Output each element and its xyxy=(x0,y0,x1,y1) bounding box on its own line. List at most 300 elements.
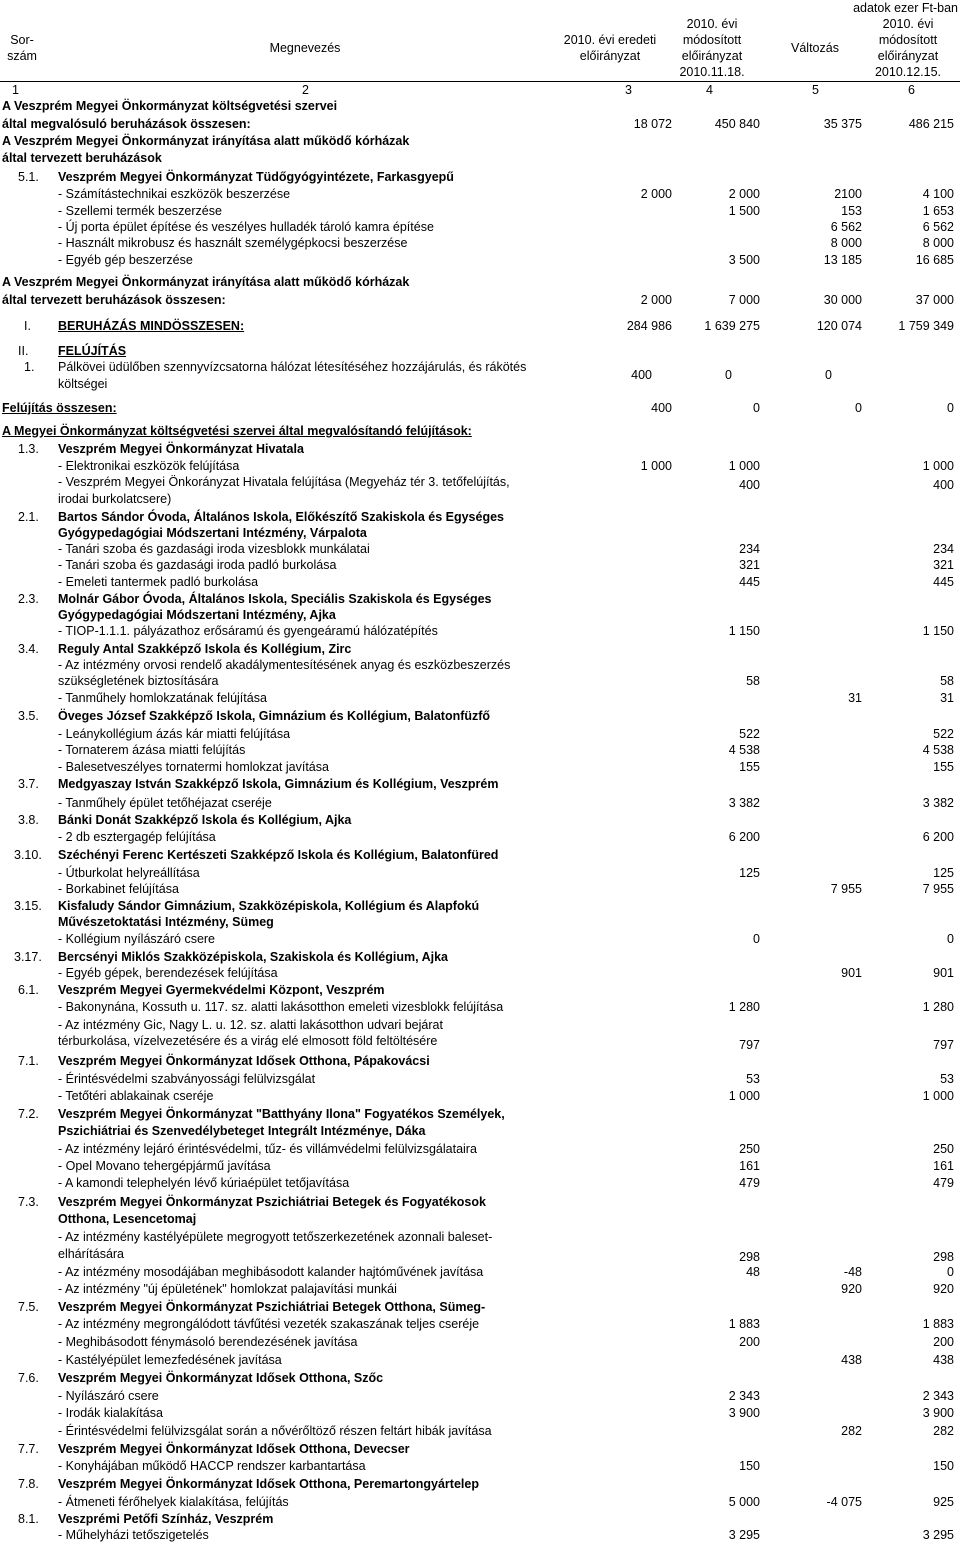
table-row xyxy=(0,525,960,541)
row-label: Bánki Donát Szakképző Iskola és Kollégium, Ajka xyxy=(58,813,352,827)
row-label: által tervezett beruházások összesen: xyxy=(2,293,226,307)
row-label: Öveges József Szakképző Iskola, Gimnázium és Kollégium, Balatonfüzfő xyxy=(58,709,491,723)
row-value-2: 7 000 xyxy=(728,293,760,307)
table-row xyxy=(0,1458,960,1474)
table-row xyxy=(0,400,960,416)
table-row xyxy=(0,742,960,758)
row-value-4: 200 xyxy=(933,1335,954,1349)
colnum-3: 3 xyxy=(625,83,632,97)
row-value-2: 250 xyxy=(739,1142,760,1156)
row-value-3: 0 xyxy=(855,401,862,415)
row-label: - Az intézmény orvosi rendelő akadálymentesítésének anyag és eszközbeszerzés xyxy=(58,658,511,672)
row-label: által megvalósuló beruházások összesen: xyxy=(2,117,251,131)
header-modositott-1-line2: módosított xyxy=(682,33,742,47)
row-value-2: 1 639 275 xyxy=(704,319,760,333)
row-number: 3.5. xyxy=(18,709,39,723)
row-value-4: 522 xyxy=(933,727,954,741)
colnum-2: 2 xyxy=(302,83,309,97)
row-number: 1.3. xyxy=(18,442,39,456)
row-label: - Érintésvédelmi szabványossági felülvizsgálat xyxy=(58,1072,316,1086)
row-value-3: -4 075 xyxy=(826,1495,862,1509)
row-label: - 2 db esztergagép felújítása xyxy=(58,830,216,844)
table-row xyxy=(0,1388,960,1404)
row-value-2: 200 xyxy=(739,1335,760,1349)
table-row xyxy=(0,623,960,639)
table-row xyxy=(0,931,960,947)
table-row xyxy=(0,812,960,828)
row-value-1: 284 986 xyxy=(626,319,672,333)
row-value-4: 400 xyxy=(933,478,954,492)
row-label: irodai burkolatcsere) xyxy=(58,492,172,506)
row-label: Bercsényi Miklós Szakközépiskola, Szakiskola és Kollégium, Ajka xyxy=(58,950,448,964)
row-label: - Tornaterem ázása miatti felújítás xyxy=(58,743,246,757)
table-row xyxy=(0,557,960,573)
table-row xyxy=(0,1264,960,1280)
row-label: - Elektronikai eszközök felújítása xyxy=(58,459,240,473)
row-value-4: 4 100 xyxy=(922,187,954,201)
row-label: - Az intézmény Gic, Nagy L. u. 12. sz. alatti lakásotthon udvari bejárat xyxy=(58,1018,443,1032)
row-number: 3.15. xyxy=(14,899,42,913)
table-row xyxy=(0,726,960,742)
row-value-4: 31 xyxy=(940,691,954,705)
row-label: - Új porta épület építése és veszélyes hulladék tároló kamra építése xyxy=(58,220,434,234)
row-value-3: 13 185 xyxy=(823,253,862,267)
row-label: által tervezett beruházások xyxy=(2,151,162,165)
row-value-2: 155 xyxy=(739,760,760,774)
table-row xyxy=(0,1352,960,1368)
row-label: Veszprém Megyei Önkormányzat Idősek Otthona, Devecser xyxy=(58,1442,410,1456)
row-number: 7.3. xyxy=(18,1195,39,1209)
row-value-3: 35 375 xyxy=(823,117,862,131)
row-label: - Műhelyházi tetőszigetelés xyxy=(58,1528,209,1542)
row-number: 3.10. xyxy=(14,848,42,862)
table-row xyxy=(0,1281,960,1297)
row-label: Veszprém Megyei Önkormányzat Idősek Otthona, Peremartongyártelep xyxy=(58,1477,479,1491)
row-label: - Átmeneti férőhelyek kialakítása, felújítás xyxy=(58,1495,289,1509)
table-row xyxy=(0,574,960,590)
table-row xyxy=(0,441,960,457)
table-row xyxy=(0,1494,960,1510)
table-row xyxy=(0,98,960,114)
table-row xyxy=(0,1158,960,1174)
table-row xyxy=(0,219,960,235)
header-sorszam-line1: Sor- xyxy=(10,33,34,47)
row-value-3: 31 xyxy=(848,691,862,705)
row-value-3: 901 xyxy=(841,966,862,980)
row-label: - Az intézmény mosodájában meghibásodott kalander hajtóművének javítása xyxy=(58,1265,484,1279)
table-row xyxy=(0,274,960,290)
row-label: BERUHÁZÁS MINDÖSSZESEN: xyxy=(58,319,245,333)
table-row xyxy=(0,1511,960,1527)
table-row xyxy=(0,1175,960,1191)
table-row xyxy=(0,776,960,792)
row-label: - A kamondi telephelyén lévő kúriaépület tetőjavítása xyxy=(58,1176,350,1190)
row-value-4: 925 xyxy=(933,1495,954,1509)
table-row xyxy=(0,708,960,724)
row-value-2: 450 840 xyxy=(714,117,760,131)
row-label: - Meghibásodott fénymásoló berendezésének javítása xyxy=(58,1335,358,1349)
table-row xyxy=(0,829,960,845)
row-label: - Nyílászáró csere xyxy=(58,1389,159,1403)
table-row xyxy=(0,607,960,623)
row-label: Pálkövei üdülőben szennyvízcsatorna hálózat létesítéséhez hozzájárulás, és rákötés xyxy=(58,360,527,374)
row-value-4: 58 xyxy=(940,674,954,688)
table-row xyxy=(0,1527,960,1543)
header-modositott-1-line4: 2010.11.18. xyxy=(679,65,745,79)
row-value-3: 120 074 xyxy=(816,319,862,333)
row-value-4: 321 xyxy=(933,558,954,572)
row-value-4: 250 xyxy=(933,1142,954,1156)
row-label: Medgyaszay István Szakképző Iskola, Gimnázium és Kollégium, Veszprém xyxy=(58,777,499,791)
row-value-4: 0 xyxy=(947,1265,954,1279)
row-label: - Egyéb gép beszerzése xyxy=(58,253,193,267)
row-value-2: 0 xyxy=(725,368,732,382)
row-value-3: 153 xyxy=(841,204,862,218)
table-row xyxy=(0,865,960,881)
row-label: Bartos Sándor Óvoda, Általános Iskola, Előkészítő Szakiskola és Egységes xyxy=(58,510,505,524)
row-value-4: 1 653 xyxy=(922,204,954,218)
table-row xyxy=(0,1476,960,1492)
row-number: 6.1. xyxy=(18,983,39,997)
table-row xyxy=(0,982,960,998)
row-label: A Veszprém Megyei Önkormányzat irányítása alatt működő kórházak xyxy=(2,275,410,289)
row-label: - Bakonynána, Kossuth u. 117. sz. alatti lakásotthon emeleti vizesblokk felújítása xyxy=(58,1000,504,1014)
header-sorszam-line2: szám xyxy=(7,49,37,63)
table-row xyxy=(0,367,960,383)
row-label: A Veszprém Megyei Önkormányzat irányítása alatt működő kórházak xyxy=(2,134,410,148)
row-value-2: 161 xyxy=(739,1159,760,1173)
row-value-4: 797 xyxy=(933,1038,954,1052)
table-row xyxy=(0,1229,960,1245)
row-label: Gyógypedagógiai Módszertani Intézmény, Várpalota xyxy=(58,526,367,540)
row-value-1: 400 xyxy=(651,401,672,415)
row-value-3: 920 xyxy=(841,1282,862,1296)
row-label: Veszprém Megyei Önkormányzat Idősek Otthona, Szőc xyxy=(58,1371,384,1385)
row-label: Reguly Antal Szakképző Iskola és Kollégium, Zirc xyxy=(58,642,352,656)
row-label: - Borkabinet felújítása xyxy=(58,882,179,896)
row-label: FELÚJÍTÁS xyxy=(58,344,127,358)
row-value-2: 3 382 xyxy=(728,796,760,810)
table-row xyxy=(0,1088,960,1104)
table-row xyxy=(0,1053,960,1069)
table-row xyxy=(0,1106,960,1122)
row-label: - Opel Movano tehergépjármű javítása xyxy=(58,1159,271,1173)
row-label: Veszprém Megyei Önkormányzat "Batthyány Ilona" Fogyatékos Személyek, xyxy=(58,1107,505,1121)
row-value-3: 2100 xyxy=(834,187,862,201)
row-value-4: 3 382 xyxy=(922,796,954,810)
table-row xyxy=(0,292,960,308)
row-value-2: 1 000 xyxy=(728,459,760,473)
table-row xyxy=(0,1071,960,1087)
row-label: - Szellemi termék beszerzése xyxy=(58,204,222,218)
row-value-2: 53 xyxy=(746,1072,760,1086)
row-value-4: 1 280 xyxy=(922,1000,954,1014)
row-value-4: 298 xyxy=(933,1250,954,1264)
row-value-4: 7 955 xyxy=(922,882,954,896)
row-value-4: 1 883 xyxy=(922,1317,954,1331)
table-row xyxy=(0,690,960,706)
row-value-4: 445 xyxy=(933,575,954,589)
table-row xyxy=(0,1405,960,1421)
row-value-3: 30 000 xyxy=(823,293,862,307)
row-value-2: 1 883 xyxy=(728,1317,760,1331)
row-value-2: 6 200 xyxy=(728,830,760,844)
row-label: - Kastélyépület lemezfedésének javítása xyxy=(58,1353,282,1367)
table-row xyxy=(0,541,960,557)
row-value-4: 901 xyxy=(933,966,954,980)
header-modositott-2-line4: 2010.12.15. xyxy=(874,65,942,79)
row-number: I. xyxy=(24,319,31,333)
row-number: 3.8. xyxy=(18,813,39,827)
table-row xyxy=(0,477,960,493)
row-label: A Megyei Önkormányzat költségvetési szervei által megvalósítandó felújítások: xyxy=(2,424,472,438)
table-row xyxy=(0,318,960,334)
table-row xyxy=(0,186,960,202)
table-row xyxy=(0,1423,960,1439)
row-number: 2.1. xyxy=(18,510,39,524)
table-row xyxy=(0,1370,960,1386)
row-label: Veszprém Megyei Önkormányzat Tüdőgyógyintézete, Farkasgyepű xyxy=(58,170,454,184)
table-row xyxy=(0,881,960,897)
table-row xyxy=(0,1441,960,1457)
row-label: Veszprém Megyei Gyermekvédelmi Központ, Veszprém xyxy=(58,983,385,997)
row-label: Gyógypedagógiai Módszertani Intézmény, Ajka xyxy=(58,608,336,622)
row-value-4: 1 759 349 xyxy=(898,319,954,333)
table-row xyxy=(0,795,960,811)
row-label: - Útburkolat helyreállítása xyxy=(58,866,200,880)
row-value-4: 4 538 xyxy=(922,743,954,757)
row-value-4: 6 562 xyxy=(922,220,954,234)
row-value-3: 438 xyxy=(841,1353,862,1367)
header-modositott-1 xyxy=(662,16,762,80)
row-value-2: 797 xyxy=(739,1038,760,1052)
table-row xyxy=(0,150,960,166)
table-row xyxy=(0,343,960,359)
header-eredeti-line2: előirányzat xyxy=(579,49,641,63)
table-row xyxy=(0,965,960,981)
row-value-4: 282 xyxy=(933,1424,954,1438)
row-label: - Tanműhely épület tetőhéjazat cseréje xyxy=(58,796,272,810)
row-label: - Az intézmény lejáró érintésvédelmi, tűz- és villámvédelmi felülvizsgálataira xyxy=(58,1142,477,1156)
table-row xyxy=(0,949,960,965)
row-number: 7.2. xyxy=(18,1107,39,1121)
row-value-1: 1 000 xyxy=(640,459,672,473)
row-label: - Egyéb gépek, berendezések felújítása xyxy=(58,966,278,980)
row-number: 2.3. xyxy=(18,592,39,606)
row-label: - Tanműhely homlokzatának felújítása xyxy=(58,691,267,705)
row-value-2: 2 000 xyxy=(728,187,760,201)
column-number-row xyxy=(0,82,960,98)
row-label: költségei xyxy=(58,377,108,391)
header-megnevezes: Megnevezés xyxy=(269,41,341,55)
table-row xyxy=(0,458,960,474)
row-number: 3.4. xyxy=(18,642,39,656)
row-label: Művészetoktatási Intézmény, Sümeg xyxy=(58,915,274,929)
row-label: - Tetőtéri ablakainak cseréje xyxy=(58,1089,214,1103)
row-label: Pszichiátriai és Szenvedélybeteget Integrált Intézménye, Dáka xyxy=(58,1124,426,1138)
header-valtozas: Változás xyxy=(791,41,839,55)
row-number: II. xyxy=(18,344,29,358)
table-row xyxy=(0,203,960,219)
row-label: - Tanári szoba és gazdasági iroda padló burkolása xyxy=(58,558,337,572)
header-modositott-2-line3: előirányzat xyxy=(877,49,939,63)
row-value-4: 16 685 xyxy=(915,253,954,267)
table-row xyxy=(0,673,960,689)
row-value-2: 0 xyxy=(753,932,760,946)
table-row xyxy=(0,914,960,930)
row-label: - Az intézmény "új épületének" homlokzat palajavítási munkái xyxy=(58,1282,397,1296)
row-value-4: 155 xyxy=(933,760,954,774)
row-value-2: 479 xyxy=(739,1176,760,1190)
row-label: elhárítására xyxy=(58,1247,125,1261)
row-value-4: 53 xyxy=(940,1072,954,1086)
row-label: - Veszprém Megyei Önkorányzat Hivatala felújítása (Megyeház tér 3. tetőfelújítás, xyxy=(58,475,510,489)
header-modositott-1-line1: 2010. évi xyxy=(686,17,738,31)
table-row xyxy=(0,591,960,607)
row-number: 7.8. xyxy=(18,1477,39,1491)
row-value-2: 4 538 xyxy=(728,743,760,757)
row-value-4: 125 xyxy=(933,866,954,880)
row-value-2: 298 xyxy=(739,1250,760,1264)
table-row xyxy=(0,1033,960,1052)
row-label: Széchényi Ferenc Kertészeti Szakképző Iskola és Kollégium, Balatonfüred xyxy=(58,848,499,862)
row-value-4: 486 215 xyxy=(908,117,954,131)
row-label: Veszprém Megyei Önkormányzat Pszichiátriai Betegek Otthona, Sümeg- xyxy=(58,1300,486,1314)
row-value-2: 5 000 xyxy=(728,1495,760,1509)
row-value-4: 234 xyxy=(933,542,954,556)
table-row xyxy=(0,1316,960,1332)
row-label: - Balesetveszélyes tornatermi homlokzat javítása xyxy=(58,760,329,774)
row-value-4: 6 200 xyxy=(922,830,954,844)
table-row xyxy=(0,1299,960,1315)
header-sorszam xyxy=(0,32,44,64)
row-value-2: 3 900 xyxy=(728,1406,760,1420)
colnum-1: 1 xyxy=(12,83,19,97)
row-value-3: 8 000 xyxy=(830,236,862,250)
table-row xyxy=(0,999,960,1015)
row-value-4: 0 xyxy=(947,401,954,415)
row-label: - Az intézmény megrongálódott távfűtési vezeték szakaszának teljes cseréje xyxy=(58,1317,480,1331)
row-number: 3.7. xyxy=(18,777,39,791)
row-value-2: 1 150 xyxy=(728,624,760,638)
header-modositott-2 xyxy=(862,16,954,80)
row-value-4: 438 xyxy=(933,1353,954,1367)
row-value-1: 2 000 xyxy=(640,293,672,307)
row-number: 7.5. xyxy=(18,1300,39,1314)
row-label: - Az intézmény kastélyépülete megrogyott tetőszerkezetének azonnali baleset- xyxy=(58,1230,493,1244)
table-row xyxy=(0,1194,960,1210)
table-row xyxy=(0,847,960,863)
row-value-4: 37 000 xyxy=(915,293,954,307)
table-row xyxy=(0,1141,960,1157)
row-value-2: 1 280 xyxy=(728,1000,760,1014)
row-label: - Emeleti tantermek padló burkolása xyxy=(58,575,259,589)
row-value-2: 3 500 xyxy=(728,253,760,267)
header-modositott-2-line2: módosított xyxy=(878,33,938,47)
row-value-3: -48 xyxy=(843,1265,862,1279)
table-row xyxy=(0,1123,960,1139)
table-row xyxy=(0,657,960,673)
row-label: - Használt mikrobusz és használt személygépkocsi beszerzése xyxy=(58,236,408,250)
colnum-4: 4 xyxy=(706,83,713,97)
row-value-2: 234 xyxy=(739,542,760,556)
row-value-2: 125 xyxy=(739,866,760,880)
table-row xyxy=(0,1246,960,1262)
header-modositott-1-line3: előirányzat xyxy=(681,49,743,63)
row-value-4: 3 900 xyxy=(922,1406,954,1420)
header-eredeti-line1: 2010. évi eredeti xyxy=(563,33,657,47)
table-row xyxy=(0,898,960,914)
row-label: térburkolása, vízelvezetésére és a virág elé elmosott föld feltöltésére xyxy=(58,1034,438,1048)
row-value-1: 18 072 xyxy=(633,117,672,131)
table-row xyxy=(0,423,960,439)
row-number: 5.1. xyxy=(18,170,39,184)
row-label: Veszprém Megyei Önkormányzat Hivatala xyxy=(58,442,304,456)
row-number: 7.7. xyxy=(18,1442,39,1456)
row-value-2: 1 500 xyxy=(728,204,760,218)
row-value-4: 479 xyxy=(933,1176,954,1190)
table-row xyxy=(0,133,960,149)
table-row xyxy=(0,252,960,268)
row-label: Veszprém Megyei Önkormányzat Idősek Otthona, Pápakovácsi xyxy=(58,1054,430,1068)
row-value-2: 3 295 xyxy=(728,1528,760,1542)
row-label: Molnár Gábor Óvoda, Általános Iskola, Speciális Szakiskola és Egységes xyxy=(58,592,492,606)
row-value-4: 8 000 xyxy=(922,236,954,250)
table-row xyxy=(0,491,960,507)
row-value-4: 0 xyxy=(947,932,954,946)
row-label: Kisfaludy Sándor Gimnázium, Szakközépiskola, Kollégium és Alapfokú xyxy=(58,899,480,913)
row-value-2: 150 xyxy=(739,1459,760,1473)
row-value-3: 6 562 xyxy=(830,220,862,234)
table-row xyxy=(0,641,960,657)
row-value-4: 1 150 xyxy=(922,624,954,638)
table-row xyxy=(0,169,960,185)
row-label: Veszprém Megyei Önkormányzat Pszichiátriai Betegek és Fogyatékosok xyxy=(58,1195,486,1209)
table-row xyxy=(0,1334,960,1350)
row-value-2: 321 xyxy=(739,558,760,572)
table-row xyxy=(0,759,960,775)
row-value-2: 48 xyxy=(746,1265,760,1279)
row-value-2: 400 xyxy=(739,478,760,492)
table-row xyxy=(0,235,960,251)
row-label: szükségletének biztosítására xyxy=(58,674,219,688)
colnum-6: 6 xyxy=(908,83,915,97)
header-modositott-2-line1: 2010. évi xyxy=(882,17,934,31)
row-label: - Érintésvédelmi felülvizsgálat során a nővérőltöző részen feltárt hibák javítása xyxy=(58,1424,492,1438)
row-number: 7.6. xyxy=(18,1371,39,1385)
row-number: 7.1. xyxy=(18,1054,39,1068)
row-value-4: 920 xyxy=(933,1282,954,1296)
colnum-5: 5 xyxy=(812,83,819,97)
row-label: - Kollégium nyílászáró csere xyxy=(58,932,216,946)
table-row xyxy=(0,1211,960,1227)
row-value-4: 161 xyxy=(933,1159,954,1173)
row-value-1: 400 xyxy=(631,368,652,382)
row-label: Otthona, Lesencetomaj xyxy=(58,1212,197,1226)
row-number: 3.17. xyxy=(14,950,42,964)
row-label: - Leánykollégium ázás kár miatti felújítása xyxy=(58,727,291,741)
row-value-2: 522 xyxy=(739,727,760,741)
row-value-3: 0 xyxy=(825,368,832,382)
row-value-4: 1 000 xyxy=(922,459,954,473)
row-label: - Számítástechnikai eszközök beszerzése xyxy=(58,187,291,201)
row-value-4: 2 343 xyxy=(922,1389,954,1403)
row-value-3: 282 xyxy=(841,1424,862,1438)
row-value-3: 7 955 xyxy=(830,882,862,896)
row-value-4: 150 xyxy=(933,1459,954,1473)
row-label: A Veszprém Megyei Önkormányzat költségvetési szervei xyxy=(2,99,338,113)
row-value-2: 2 343 xyxy=(728,1389,760,1403)
